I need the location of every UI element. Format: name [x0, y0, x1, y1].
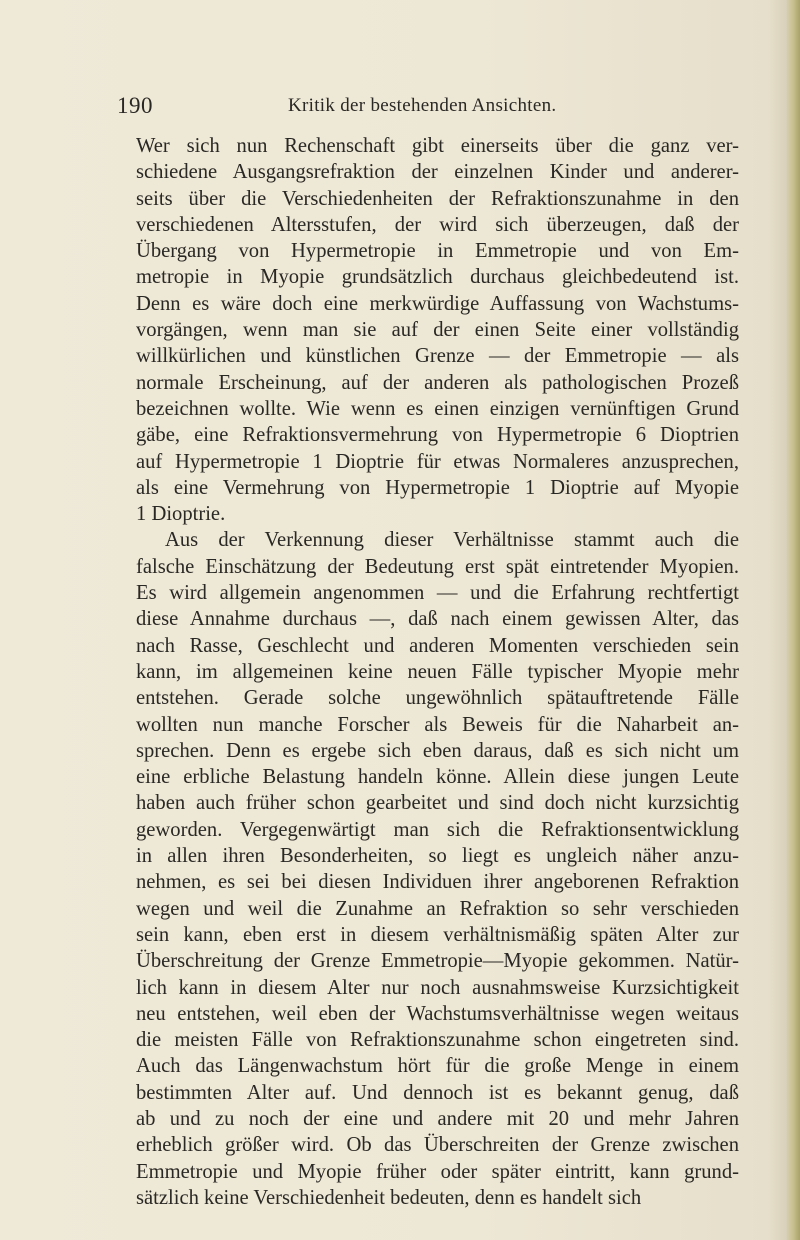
text-line: diese Annahme durchaus —, daß nach einem gewissen Alter, das [136, 608, 739, 631]
text-line: Überschreitung der Grenze Emmetropie—Myopie gekommen. Natür- [136, 950, 739, 973]
text-line: sprechen. Denn es ergebe sich eben daraus, daß es sich nicht um [136, 739, 739, 762]
paragraph [136, 133, 739, 527]
text-line: entstehen. Gerade solche ungewöhnlich spätauftretende Fälle [136, 687, 739, 710]
text-line: Es wird allgemein angenommen — und die Erfahrung rechtfertigt [136, 582, 739, 605]
text-line: seits über die Verschiedenheiten der Refraktionszunahme in den [136, 187, 739, 210]
text-line: lich kann in diesem Alter nur noch ausnahmsweise Kurzsichtigkeit [136, 976, 739, 999]
text-line: nehmen, es sei bei diesen Individuen ihrer angeborenen Refraktion [136, 871, 739, 894]
text-line: schiedene Ausgangsrefraktion der einzelnen Kinder und anderer- [136, 161, 739, 184]
text-line: verschiedenen Altersstufen, der wird sich überzeugen, daß der [136, 213, 739, 236]
text-line: Übergang von Hypermetropie in Emmetropie und von Em- [136, 240, 739, 263]
text-line: bestimmten Alter auf. Und dennoch ist es bekannt genug, daß [136, 1081, 739, 1104]
text-line: eine erbliche Belastung handeln könne. Allein diese jungen Leute [136, 766, 739, 789]
text-line: auf Hypermetropie 1 Dioptrie für etwas Normaleres anzusprechen, [136, 450, 739, 473]
paragraph [136, 527, 739, 1211]
text-line: Denn es wäre doch eine merkwürdige Auffassung von Wachstums- [136, 292, 739, 315]
text-line: bezeichnen wollte. Wie wenn es einen einzigen vernünftigen Grund [136, 397, 739, 420]
text-line: neu entstehen, weil eben der Wachstumsverhältnisse wegen weitaus [136, 1002, 739, 1025]
text-line: ab und zu noch der eine und andere mit 20 und mehr Jahren [136, 1107, 739, 1130]
running-head: Kritik der bestehenden Ansichten. [288, 95, 557, 116]
text-line: 1 Dioptrie. [136, 503, 226, 526]
text-line: haben auch früher schon gearbeitet und sind doch nicht kurzsichtig [136, 792, 739, 815]
text-line: als eine Vermehrung von Hypermetropie 1 Dioptrie auf Myopie [136, 476, 739, 499]
text-line: normale Erscheinung, auf der anderen als pathologischen Prozeß [136, 371, 739, 394]
text-line: wegen und weil die Zunahme an Refraktion so sehr verschieden [136, 897, 739, 920]
text-line: Wer sich nun Rechenschaft gibt einerseits über die ganz ver- [136, 135, 739, 157]
page-header [117, 93, 717, 123]
text-line: geworden. Vergegenwärtigt man sich die Refraktionsentwicklung [136, 818, 739, 841]
text-line: in allen ihren Besonderheiten, so liegt es ungleich näher anzu- [136, 845, 739, 868]
text-line: nach Rasse, Geschlecht und anderen Momenten verschieden sein [136, 634, 739, 657]
text-line: die meisten Fälle von Refraktionszunahme schon eingetreten sind. [136, 1029, 739, 1052]
text-line: Aus der Verkennung dieser Verhältnisse stammt auch die [165, 529, 739, 552]
page-edge [786, 0, 800, 1240]
text-line: metropie in Myopie grundsätzlich durchaus gleichbedeutend ist. [136, 266, 739, 289]
text-line: Emmetropie und Myopie früher oder später eintritt, kann grund- [136, 1160, 739, 1183]
text-line: Auch das Längenwachstum hört für die große Menge in einem [136, 1055, 739, 1078]
text-line: kann, im allgemeinen keine neuen Fälle typischer Myopie mehr [136, 660, 739, 683]
text-line: gäbe, eine Refraktionsvermehrung von Hypermetropie 6 Dioptrien [136, 424, 739, 447]
page-number: 190 [117, 93, 153, 118]
text-line: erheblich größer wird. Ob das Überschreiten der Grenze zwischen [136, 1134, 739, 1157]
text-line: vorgängen, wenn man sie auf der einen Seite einer vollständig [136, 319, 739, 342]
body-text [136, 133, 739, 1211]
text-line: sein kann, eben erst in diesem verhältnismäßig späten Alter zur [136, 923, 739, 946]
text-line: willkürlichen und künstlichen Grenze — der Emmetropie — als [136, 345, 739, 368]
text-line: wollten nun manche Forscher als Beweis für die Naharbeit an- [136, 713, 739, 736]
text-line: falsche Einschätzung der Bedeutung erst spät eintretender Myopien. [136, 555, 739, 578]
text-line: sätzlich keine Verschiedenheit bedeuten, denn es handelt sich [136, 1186, 642, 1209]
